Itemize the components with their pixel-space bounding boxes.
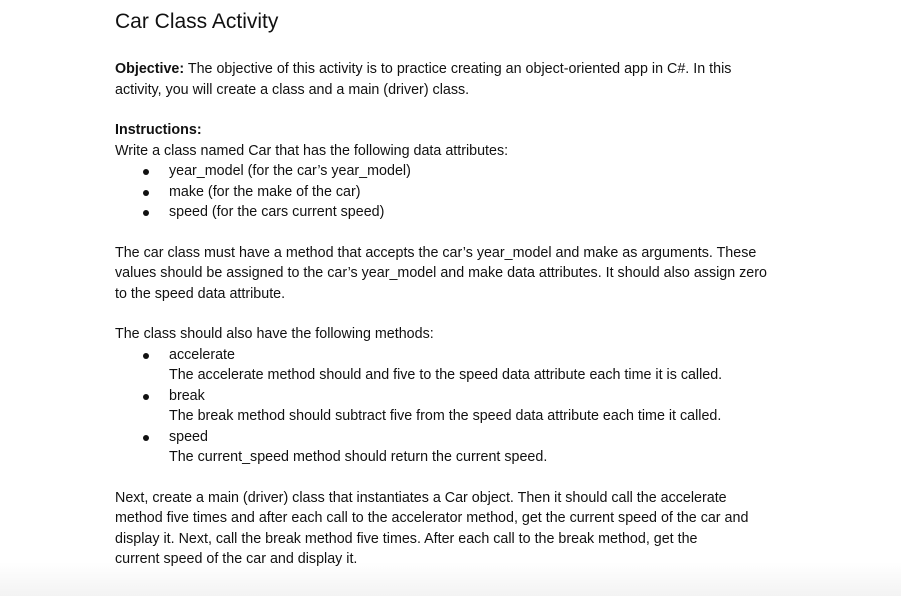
page-title: Car Class Activity <box>115 10 279 33</box>
list-item <box>115 386 815 427</box>
objective-text-1: The objective of this activity is to practice creating an object-oriented app in C#. In this <box>184 61 732 77</box>
constructor-line-2: values should be assigned to the car’s year_model and make data attributes. It should also assign zero <box>115 265 767 281</box>
driver-paragraph <box>115 488 815 570</box>
bullet-icon <box>143 394 149 400</box>
list-item <box>115 427 815 468</box>
attribute-text: year_model (for the car’s year_model) <box>169 163 411 179</box>
attribute-text: speed (for the cars current speed) <box>169 204 385 220</box>
instructions-intro: Write a class named Car that has the following data attributes: <box>115 142 509 159</box>
instructions-section <box>115 120 815 223</box>
bullet-icon <box>143 169 149 175</box>
driver-line-4: current speed of the car and display it. <box>115 551 358 567</box>
objective-line-1 <box>115 59 815 80</box>
constructor-line-3: to the speed data attribute. <box>115 285 286 302</box>
driver-line-1: Next, create a main (driver) class that instantiates a Car object. Then it should call the accelerate <box>115 489 727 506</box>
methods-intro: The class should also have the following methods: <box>115 326 434 342</box>
method-name: accelerate <box>169 346 235 363</box>
method-name: break <box>169 387 205 404</box>
list-item <box>115 202 815 223</box>
method-description: The break method should subtract five from the speed data attribute each time it called. <box>169 408 722 424</box>
bullet-icon <box>143 435 149 441</box>
bullet-icon <box>143 353 149 359</box>
document-body <box>115 8 815 570</box>
method-description: The accelerate method should and five to the speed data attribute each time it is called. <box>169 367 723 383</box>
driver-line-3: display it. Next, call the break method five times. After each call to the break method, get the <box>115 530 698 547</box>
objective-label: Objective: <box>115 61 185 77</box>
list-item <box>115 161 815 182</box>
method-name: speed <box>169 428 208 445</box>
method-list <box>115 345 815 468</box>
objective-section <box>115 59 815 100</box>
objective-line-2: activity, you will create a class and a main (driver) class. <box>115 81 470 98</box>
list-item <box>115 345 815 386</box>
attribute-text: make (for the make of the car) <box>169 183 361 200</box>
driver-line-2: method five times and after each call to the accelerator method, get the current speed of the car and <box>115 510 749 526</box>
list-item <box>115 182 815 203</box>
bullet-icon <box>143 210 149 216</box>
instructions-label: Instructions: <box>115 122 202 138</box>
attribute-list <box>115 161 815 223</box>
constructor-paragraph <box>115 243 815 305</box>
methods-section <box>115 324 815 468</box>
bullet-icon <box>143 190 149 196</box>
constructor-line-1: The car class must have a method that accepts the car’s year_model and make as arguments. These <box>115 244 757 261</box>
method-description: The current_speed method should return the current speed. <box>169 449 548 465</box>
